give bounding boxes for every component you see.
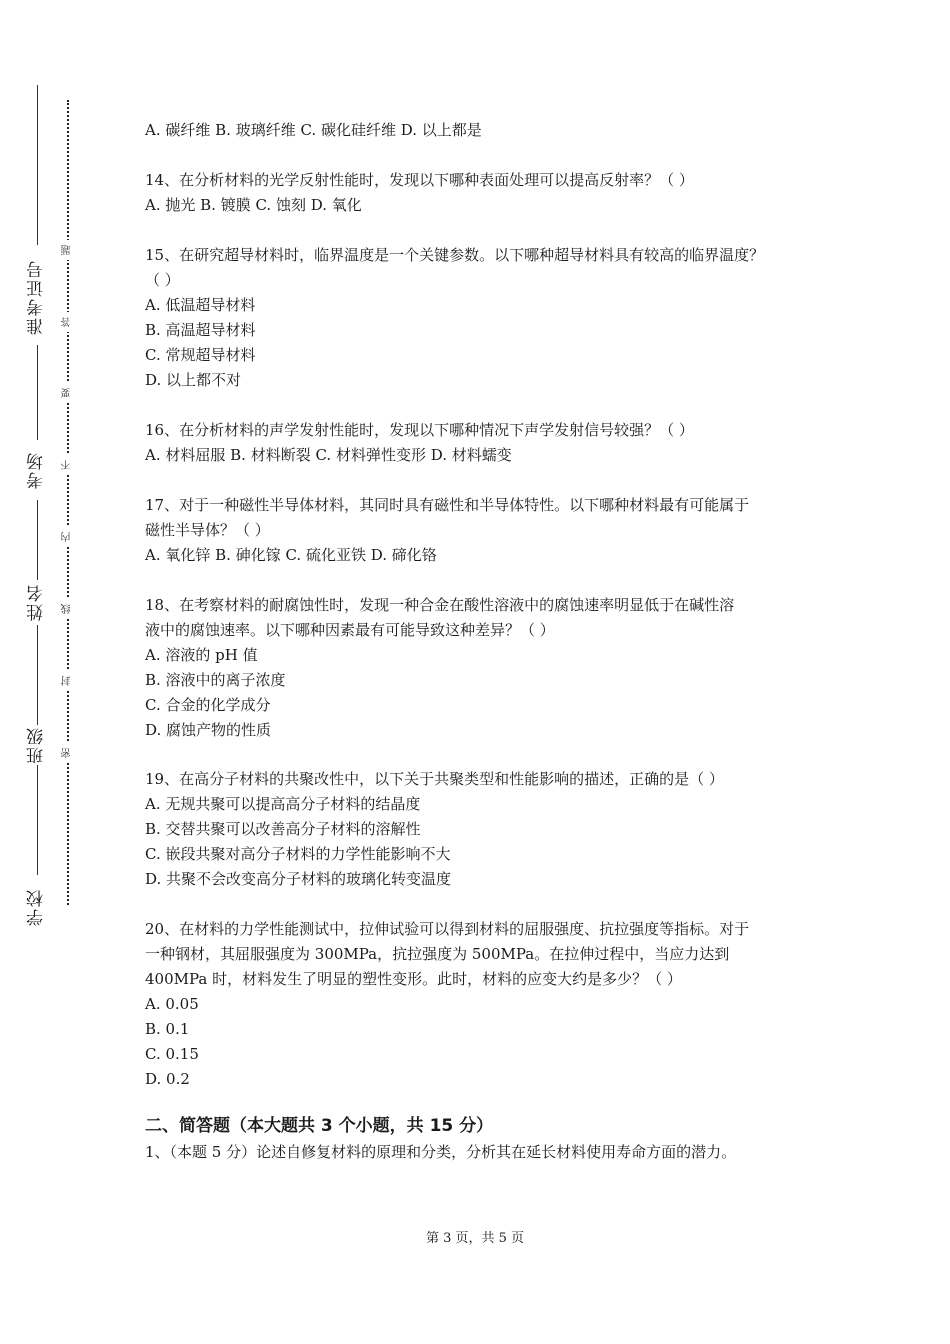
q17-stem: 17、对于一种磁性半导体材料，其同时具有磁性和半导体特性。以下哪种材料最有可能属于 (145, 496, 750, 514)
seal-char: 要 (58, 383, 78, 403)
short-answer-q1: 1、（本题 5 分）论述自修复材料的原理和分类，分析其在延长材料使用寿命方面的潜力。 (145, 1143, 737, 1161)
q20-option-d: D. 0.2 (145, 1070, 190, 1088)
q18-stem-cont: 液中的腐蚀速率。以下哪种因素最有可能导致这种差异？（ ） (145, 621, 555, 639)
seal-char: 封 (58, 671, 78, 691)
q18-option-b: B. 溶液中的离子浓度 (145, 671, 286, 689)
exam-room-label: 考场 (27, 451, 47, 489)
seal-char: 密 (58, 743, 78, 763)
q17-options: A. 氧化锌 B. 砷化镓 C. 硫化亚铁 D. 碲化铬 (145, 546, 437, 564)
binding-margin (0, 0, 110, 1344)
q16-stem: 16、在分析材料的声学发射性能时，发现以下哪种情况下声学发射信号较强？（ ） (145, 421, 694, 439)
q18-option-c: C. 合金的化学成分 (145, 696, 271, 714)
seal-char: 答 (58, 312, 78, 332)
q20-stem: 20、在材料的力学性能测试中，拉伸试验可以得到材料的屈服强度、抗拉强度等指标。对于 (145, 920, 750, 938)
q18-option-d: D. 腐蚀产物的性质 (145, 721, 272, 739)
page-footer: 第 3 页，共 5 页 (425, 1231, 525, 1246)
name-label: 姓名 (27, 583, 47, 621)
q15-stem: 15、在研究超导材料时，临界温度是一个关键参数。以下哪种超导材料具有较高的临界温度？ (145, 246, 765, 264)
seal-dotted-line (67, 100, 69, 905)
exam-number-label: 准考证号 (27, 259, 47, 335)
school-label: 学校 (27, 888, 47, 927)
seal-char: 内 (58, 527, 78, 547)
q20-stem-cont: 400MPa 时，材料发生了明显的塑性变形。此时，材料的应变大约是多少？（ ） (145, 970, 682, 988)
margin-line (37, 500, 38, 580)
q19-option-b: B. 交替共聚可以改善高分子材料的溶解性 (145, 820, 421, 838)
section-title: 二、简答题（本大题共 3 个小题，共 15 分） (145, 1116, 494, 1136)
q16-options: A. 材料屈服 B. 材料断裂 C. 材料弹性变形 D. 材料蠕变 (145, 446, 512, 464)
q13-options: A. 碳纤维 B. 玻璃纤维 C. 碳化硅纤维 D. 以上都是 (145, 121, 482, 139)
q20-option-a: A. 0.05 (145, 995, 199, 1013)
q18-stem: 18、在考察材料的耐腐蚀性时，发现一种合金在酸性溶液中的腐蚀速率明显低于在碱性溶 (145, 596, 735, 614)
q19-option-d: D. 共聚不会改变高分子材料的玻璃化转变温度 (145, 870, 452, 888)
margin-line (37, 345, 38, 440)
margin-line (37, 625, 38, 725)
q15-stem-cont: （ ） (145, 271, 180, 289)
q20-option-c: C. 0.15 (145, 1045, 199, 1063)
q19-option-c: C. 嵌段共聚对高分子材料的力学性能影响不大 (145, 845, 451, 863)
q15-option-d: D. 以上都不对 (145, 371, 242, 389)
seal-char: 题 (58, 240, 78, 260)
margin-line (37, 85, 38, 245)
q19-stem: 19、在高分子材料的共聚改性中，以下关于共聚类型和性能影响的描述，正确的是（ ） (145, 770, 724, 788)
q20-stem-cont: 一种钢材，其屈服强度为 300MPa，抗拉强度为 500MPa。在拉伸过程中，当应力达到 (145, 945, 730, 963)
q19-option-a: A. 无规共聚可以提高高分子材料的结晶度 (145, 795, 421, 813)
seal-char: 线 (58, 599, 78, 619)
q17-stem-cont: 磁性半导体？（ ） (145, 521, 270, 539)
seal-char: 不 (58, 455, 78, 475)
margin-line (37, 765, 38, 875)
q14-options: A. 抛光 B. 镀膜 C. 蚀刻 D. 氧化 (145, 196, 362, 214)
q20-option-b: B. 0.1 (145, 1020, 190, 1038)
q15-option-b: B. 高温超导材料 (145, 321, 256, 339)
q14-stem: 14、在分析材料的光学反射性能时，发现以下哪种表面处理可以提高反射率？（ ） (145, 171, 694, 189)
q15-option-a: A. 低温超导材料 (145, 296, 256, 314)
class-label: 班级 (27, 726, 47, 764)
q15-option-c: C. 常规超导材料 (145, 346, 256, 364)
q18-option-a: A. 溶液的 pH 值 (145, 646, 258, 664)
